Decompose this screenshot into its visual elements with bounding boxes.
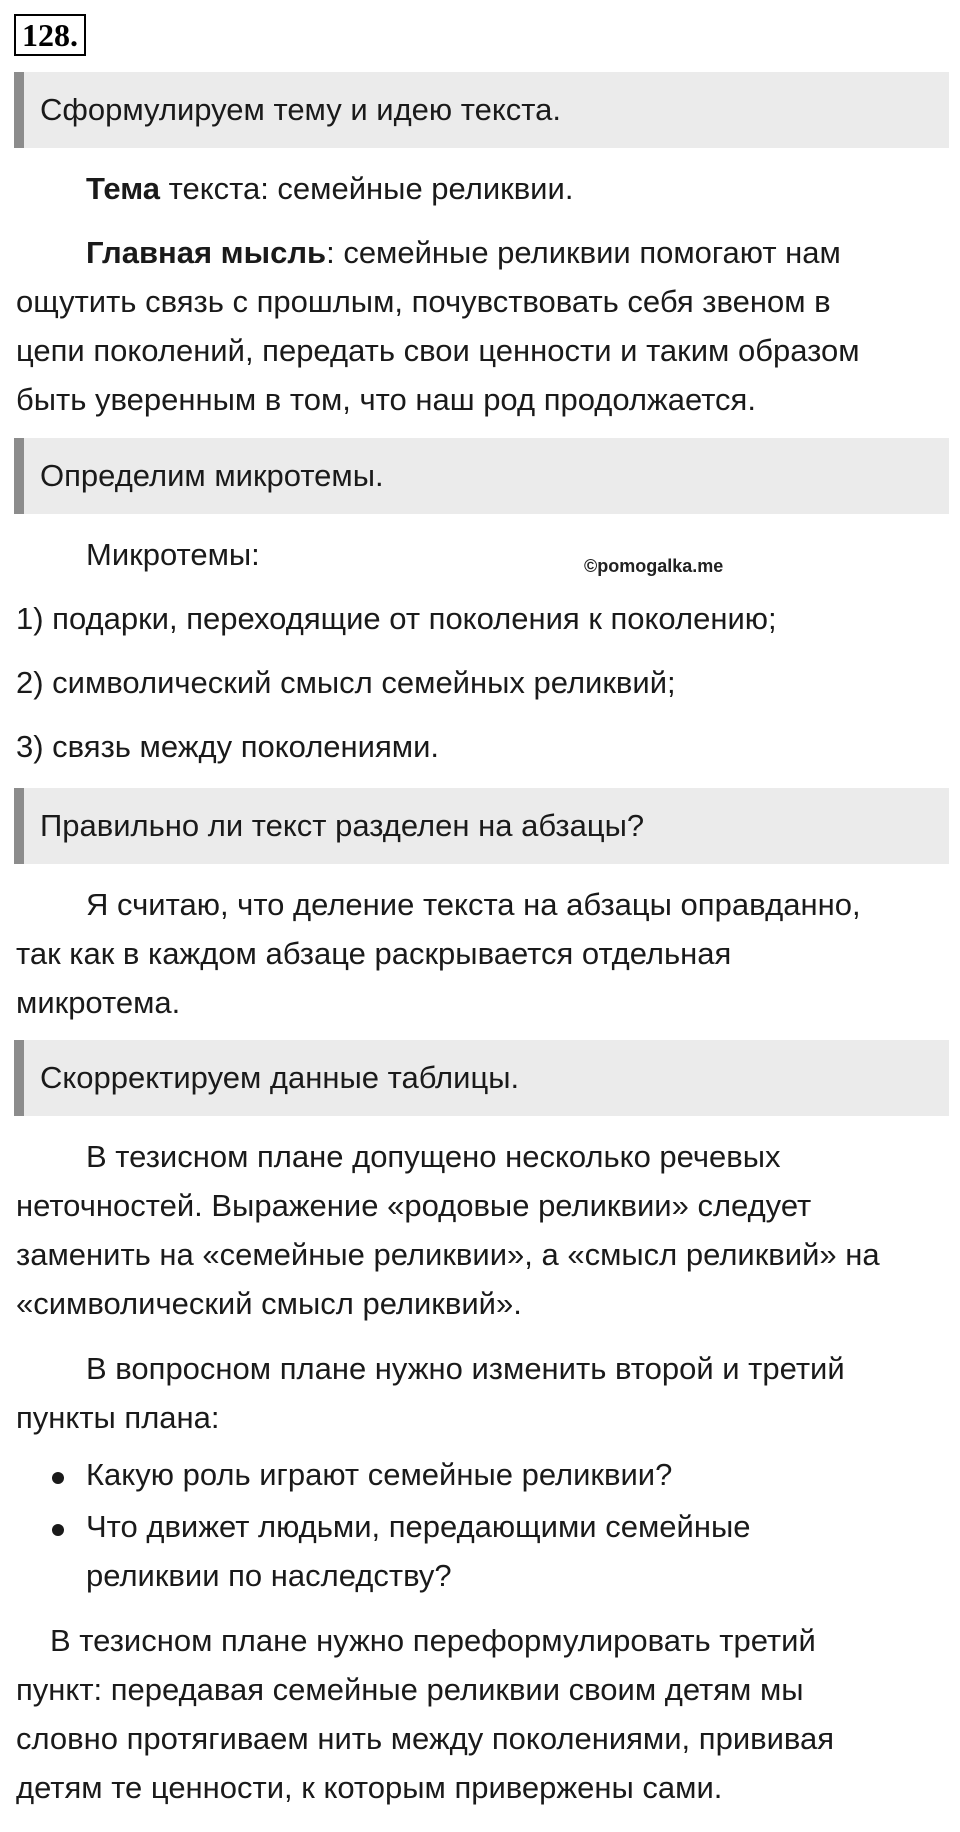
paragraph-4-line-1: В тезисном плане нужно переформулировать третий — [50, 1623, 816, 1658]
theme-line — [86, 170, 573, 207]
paragraph-2-line-2: неточностей. Выражение «родовые реликвии» следует — [16, 1188, 812, 1223]
paragraph-1-line-1: Я считаю, что деление текста на абзацы оправданно, — [86, 887, 861, 922]
watermark: ©pomogalka.me — [584, 556, 724, 576]
paragraph-2-line-4: «символический смысл реликвий». — [16, 1286, 522, 1321]
main-idea-line-2: ощутить связь с прошлым, почувствовать себя звеном в — [16, 284, 831, 319]
main-idea-line-1 — [86, 234, 841, 271]
microtheme-item-3: 3) связь между поколениями. — [16, 729, 439, 764]
paragraph-4-line-3: словно протягиваем нить между поколениями, прививая — [16, 1721, 835, 1756]
bullet-item-2-line-1: Что движет людьми, передающими семейные — [86, 1509, 751, 1544]
theme-label: Тема — [86, 171, 160, 206]
paragraph-1-line-2: так как в каждом абзаце раскрывается отдельная — [16, 936, 732, 971]
main-idea-text-1: : семейные реликвии помогают нам — [326, 235, 841, 270]
paragraph-3-line-2: пункты плана: — [16, 1400, 220, 1435]
bullet-dot-2 — [52, 1524, 64, 1536]
microtheme-item-1: 1) подарки, переходящие от поколения к поколению; — [16, 601, 777, 636]
section-header-theme-idea: Сформулируем тему и идею текста. — [14, 72, 949, 148]
section-header-microthemes: Определим микротемы. — [14, 438, 949, 514]
section-header-table: Скорректируем данные таблицы. — [14, 1040, 949, 1116]
main-idea-line-4: быть уверенным в том, что наш род продолжается. — [16, 382, 756, 417]
microthemes-title: Микротемы: — [86, 537, 260, 572]
microtheme-item-2: 2) символический смысл семейных реликвий; — [16, 665, 676, 700]
paragraph-4-line-2: пункт: передавая семейные реликвии своим детям мы — [16, 1672, 804, 1707]
main-idea-label: Главная мысль — [86, 235, 327, 270]
main-idea-line-3: цепи поколений, передать свои ценности и таким образом — [16, 333, 860, 368]
section-header-paragraphs: Правильно ли текст разделен на абзацы? — [14, 788, 949, 864]
paragraph-3-line-1: В вопросном плане нужно изменить второй и третий — [86, 1351, 845, 1386]
bullet-dot-1 — [52, 1472, 64, 1484]
paragraph-1-line-3: микротема. — [16, 985, 181, 1020]
theme-text: текста: семейные реликвии. — [160, 171, 574, 206]
paragraph-2-line-1: В тезисном плане допущено несколько речевых — [86, 1139, 781, 1174]
paragraph-4-line-4: детям те ценности, к которым привержены сами. — [16, 1770, 723, 1805]
task-number: 128. — [14, 14, 86, 56]
bullet-item-2-line-2: реликвии по наследству? — [86, 1558, 452, 1593]
paragraph-2-line-3: заменить на «семейные реликвии», а «смысл реликвий» на — [16, 1237, 880, 1272]
bullet-item-1: Какую роль играют семейные реликвии? — [86, 1457, 673, 1492]
